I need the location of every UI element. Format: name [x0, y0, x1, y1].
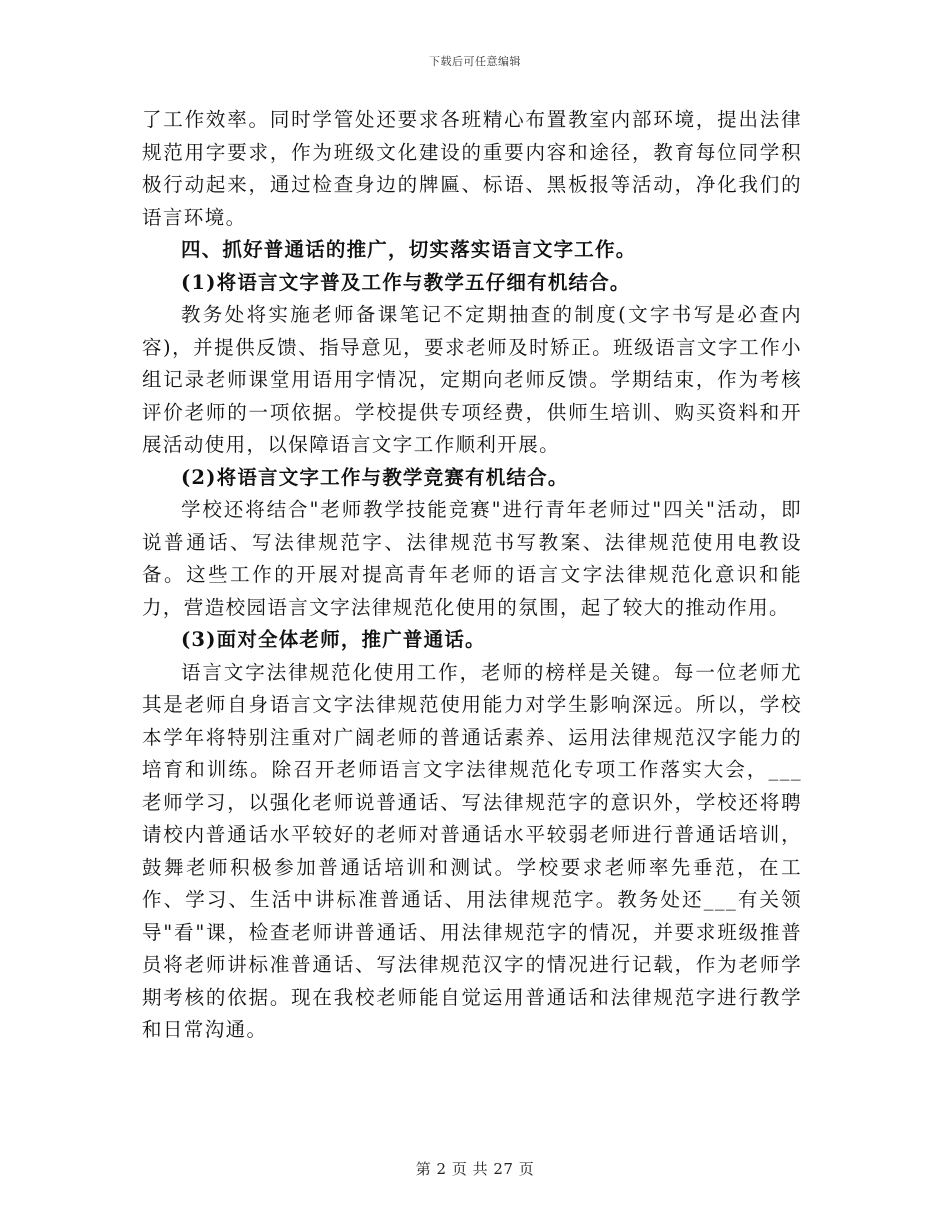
- paragraph-continuation: 了工作效率。同时学管处还要求各班精心布置教室内部环境，提出法律规范用字要求，作为班级文化建设的重要内容和途径，教育每位同学积极行动起来，通过检查身边的牌匾、标语、黑板报等活动，净化我们的语言环境。: [142, 108, 802, 229]
- document-body: [142, 104, 802, 1047]
- paragraph-lesson-plan-check: 教务处将实施老师备课笔记不定期抽查的制度(文字书写是必查内容)，并提供反馈、指导意见，要求老师及时矫正。班级语言文字工作小组记录老师课堂用语用字情况，定期向老师反馈。学期结束，作为考核评价老师的一项依据。学校提供专项经费，供师生培训、购买资料和开展活动使用，以保障语言文字工作顺利开展。: [142, 303, 802, 456]
- page-number-footer: 第 2 页 共 27 页: [415, 1160, 535, 1178]
- section-heading-4: 四、抓好普通话的推广，切实落实语言文字工作。: [181, 238, 637, 261]
- paragraph-teacher-mandarin: 语言文字法律规范化使用工作，老师的榜样是关键。每一位老师尤其是老师自身语言文字法律规范使用能力对学生影响深远。所以，学校本学年将特别注重对广阔老师的普通话素养、运用法律规范汉字能力的培育和训练。除召开老师语言文字法律规范化专项工作落实大会，___老师学习，以强化老师说普通话、写法律规范字的意识外，学校还将聘请校内普通话水平较好的老师对普通话水平较弱老师进行普通话培训，鼓舞老师积极参加普通话培训和测试。学校要求老师率先垂范，在工作、学习、生活中讲标准普通话、用法律规范字。教务处还___有关领导"看"课，检查老师讲普通话、用法律规范字的情况，并要求班级推普员将老师讲标准普通话、写法律规范汉字的情况进行记载，作为老师学期考核的依据。现在我校老师能自觉运用普通话和法律规范字进行教学和日常沟通。: [142, 660, 802, 1041]
- subheading-1: (1)将语言文字普及工作与教学五仔细有机结合。: [181, 270, 631, 294]
- subheading-3: (3)面对全体老师，推广普通话。: [181, 628, 486, 651]
- subheading-2: (2)将语言文字工作与教学竞赛有机结合。: [181, 465, 569, 489]
- paragraph-teaching-competition: 学校还将结合"老师教学技能竞赛"进行青年老师过"四关"活动，即说普通话、写法律规范字、法律规范书写教案、法律规范使用电教设备。这些工作的开展对提高青年老师的语言文字法律规范化意识和能力，营造校园语言文字法律规范化使用的氛围，起了较大的推动作用。: [142, 498, 802, 619]
- page-header-note: 下载后可任意编辑: [429, 55, 521, 68]
